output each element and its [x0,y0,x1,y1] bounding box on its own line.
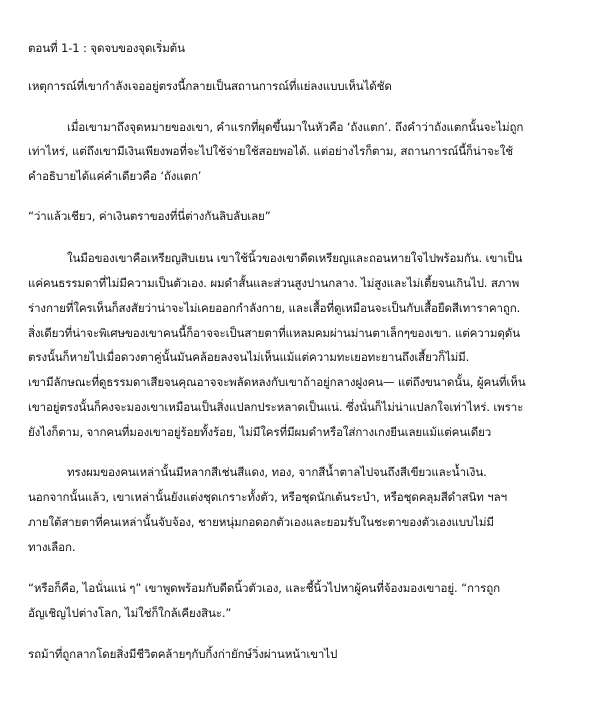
paragraph-line: ตรงนั้นก็หายไปเมื่อดวงตาคู่นั้นมันคล้อยลงจนไม่เห็นแม้แต่ความทะเยอทะยานถึงเสี้ยวก็ไม่มี. [28,350,470,364]
dialogue-quote: “ว่าแล้วเชียว, ค่าเงินตราของที่นี่ต่างกันลิบลับเลย” [28,209,271,223]
paragraph-line: ยังไงก็ตาม, จากคนที่มองเขาอยู่ร้อยทั้งร้อย, ไม่มีใครที่มีผมดำหรือใส่กางเกงยีนเลยแม้แต่คนเดียว [28,425,492,439]
closing-line: รถม้าที่ถูกลากโดยสิ่งมีชีวิตคล้ายๆกับกิ้งก่ายักษ์วิ่งผ่านหน้าเขาไป [28,647,338,661]
paragraph-line: คำอธิบายได้แค่คำเดียวคือ ‘ถังแตก’ [28,169,202,183]
paragraph-line: ร่างกายที่ใครเห็นก็สงสัยว่าน่าจะไม่เคยออกกำลังกาย, และเสื้อที่ดูเหมือนจะเป็นกับเสื้อยืดสีเทาราคาถูก. [28,301,521,315]
paragraph-line: สิ่งเดียวที่น่าจะพิเศษของเขาคนนี้ก็อาจจะเป็นสายตาที่แหลมคมผ่านม่านตาเล็กๆของเขา. แต่ความดุดัน [28,326,520,340]
chapter-subheading: เหตุการณ์ที่เขากำลังเจออยู่ตรงนี้กลายเป็นสถานการณ์ที่แย่ลงแบบเห็นได้ชัด [28,79,392,93]
paragraph-line: ทางเลือก. [28,540,76,554]
paragraph-line: อัญเชิญไปต่างโลก, ไม่ใช่ก็ใกล้เคียงสินะ.” [28,606,232,620]
paragraph-line: “หรือก็คือ, ไอนั่นแน่ ๆ” เขาพูดพร้อมกับดีดนิ้วตัวเอง, และชี้นิ้วไปหาผู้คนที่จ้องมองเขาอยู่. “การถูก [28,581,500,595]
paragraph-line: แค่คนธรรมดาที่ไม่มีความเป็นตัวเอง. ผมดำสั้นและส่วนสูงปานกลาง. ไม่สูงและไม่เตี้ยจนเกินไป. สภาพ [28,276,520,290]
paragraph-line: นอกจากนั้นแล้ว, เขาเหล่านั้นยังแต่งชุดเกราะทั้งตัว, หรือชุดนักเต้นระบำ, หรือชุดคลุมสีดำสนิท ฯลฯ [28,490,507,504]
paragraph-line: เมื่อเขามาถึงจุดหมายของเขา, คำแรกที่ผุดขึ้นมาในหัวคือ ‘ถังแตก’. ถึงคำว่าถังแตกนั้นจะไม่ถูก [67,120,524,134]
paragraph-line: ทรงผมของคนเหล่านั้นมีหลากสีเช่นสีแดง, ทอง, จากสีน้ำตาลไปจนถึงสีเขียวและน้ำเงิน. [67,465,487,479]
paragraph-line: ในมือของเขาคือเหรียญสิบเยน เขาใช้นิ้วของเขาดีดเหรียญและถอนหายใจไปพร้อมกัน. เขาเป็น [67,251,523,265]
paragraph-line: เขาอยู่ตรงนั้นก็คงจะมองเขาเหมือนเป็นสิ่งแปลกประหลาดเป็นแน่. ซึ่งนั่นก็ไม่น่าแปลกใจเท่าไหร่. เพราะ [28,400,524,414]
paragraph-line: เขามีลักษณะที่ดูธรรมดาเสียจนคุณอาจจะพลัดหลงกับเขาถ้าอยู่กลางฝูงคน— แต่ถึงขนาดนั้น, ผู้คนที่เห็น [28,375,526,389]
chapter-heading: ตอนที่ 1-1 : จุดจบของจุดเริ่มต้น [28,41,185,55]
paragraph-line: เท่าไหร่, แต่ถึงเขามีเงินเพียงพอที่จะไปใช้จ่ายใช้สอยพอได้. แต่อย่างไรก็ตาม, สถานการณ์นี้ก็น่าจะใช้ [28,144,513,158]
paragraph-line: ภายใต้สายตาที่คนเหล่านั้นจับจ้อง, ชายหนุ่มกอดอกตัวเองและยอมรับในชะตาของตัวเองแบบไม่มี [28,515,494,529]
